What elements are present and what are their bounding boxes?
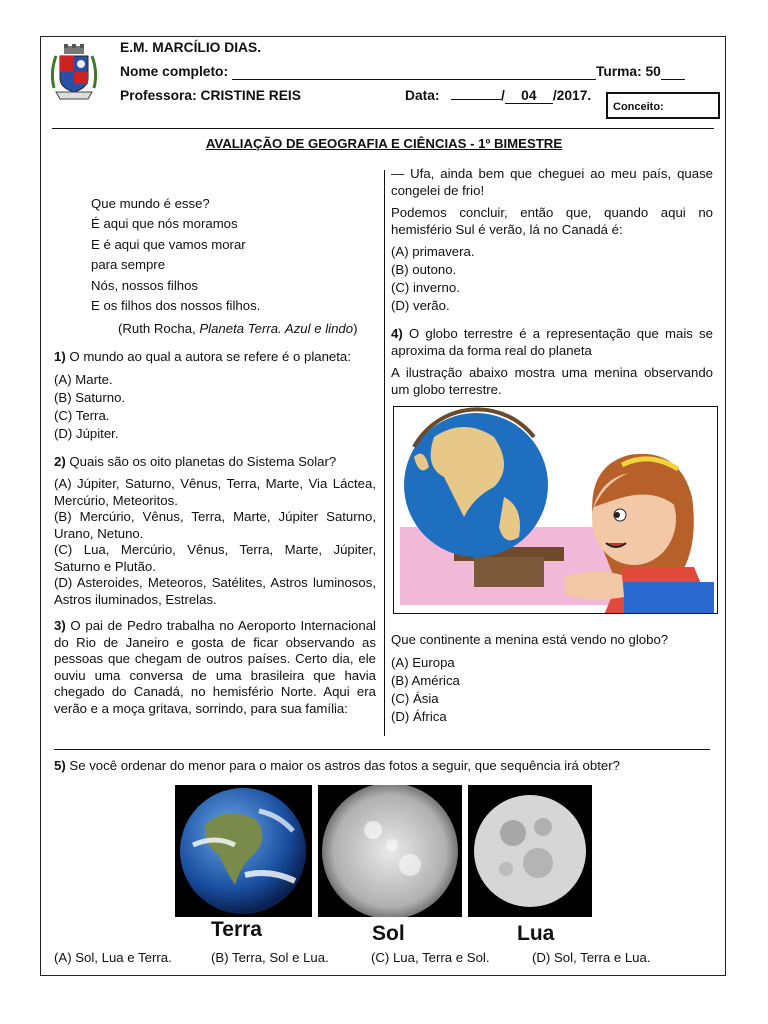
q3-option-d[interactable]: (D) verão.	[391, 298, 450, 313]
question-2: 2) Quais são os oito planetas do Sistema Solar?	[54, 453, 337, 469]
q4-continued	[391, 632, 713, 727]
q4-option-d[interactable]: (D) África	[391, 708, 447, 724]
left-column	[54, 196, 376, 717]
poem-line: É aqui que nós moramos	[91, 216, 238, 232]
q4-option-b[interactable]: (B) América	[391, 672, 460, 688]
q3-option-c[interactable]: (C) inverno.	[391, 280, 460, 295]
q1-option-b[interactable]: (B) Saturno.	[54, 389, 126, 405]
school-crest-logo	[48, 42, 100, 102]
q4-option-a[interactable]: (A) Europa	[391, 654, 455, 670]
question-3: 3) O pai de Pedro trabalha no Aeroporto Internacional do Rio de Janeiro e gosta de ficar observando as pessoas que chegam de outros países. Certo dia, ele ouviu uma conversa de uma brasileira que havia chegado do Canadá, no hemisfério Norte. Aqui era verão e a moça gritava, sorrindo, para sua família:	[54, 618, 376, 716]
q3-option-b[interactable]: (B) outono.	[391, 262, 457, 277]
q1-option-d[interactable]: (D) Júpiter.	[54, 425, 119, 441]
girl-globe-illustration	[393, 406, 718, 614]
date-label: Data:	[405, 88, 440, 103]
class-field[interactable]	[661, 64, 685, 80]
grade-label: Conceito:	[613, 101, 664, 113]
q2-option-c[interactable]: (C) Lua, Mercúrio, Vênus, Terra, Marte, Júpiter, Saturno e Plutão.	[54, 542, 376, 574]
poem	[54, 196, 376, 318]
q5-option-a[interactable]: (A) Sol, Lua e Terra.	[54, 950, 172, 965]
earth-photo	[175, 785, 312, 917]
sun-photo	[318, 785, 462, 917]
header-divider	[52, 128, 714, 129]
exam-title: AVALIAÇÃO DE GEOGRAFIA E CIÊNCIAS - 1º BIMESTRE	[205, 136, 563, 151]
poem-line: Nós, nossos filhos	[91, 277, 199, 293]
q4-intro: A ilustração abaixo mostra uma menina observando um globo terrestre.	[391, 365, 713, 397]
poem-line: Que mundo é esse?	[91, 196, 210, 211]
q2-option-d[interactable]: (D) Asteroides, Meteoros, Satélites, Astros luminosos, Astros iluminados, Estrelas.	[54, 575, 376, 607]
q3-prompt: Podemos concluir, então que, quando aqui no hemisfério Sul é verão, lá no Canadá é:	[391, 205, 713, 237]
q4-question: Que continente a menina está vendo no globo?	[391, 632, 669, 647]
q4-option-c[interactable]: (C) Ásia	[391, 690, 439, 706]
school-name: E.M. MARCÍLIO DIAS.	[120, 40, 262, 55]
name-field[interactable]	[232, 64, 596, 80]
name-label: Nome completo:	[120, 64, 229, 79]
full-name-row	[120, 64, 685, 80]
q5-option-c[interactable]: (C) Lua, Terra e Sol.	[371, 950, 490, 965]
q1-options	[54, 372, 376, 444]
question-1: 1) O mundo ao qual a autora se refere é o planeta:	[54, 349, 351, 365]
q2-option-a[interactable]: (A) Júpiter, Saturno, Vênus, Terra, Marte, Via Láctea, Mercúrio, Meteoritos.	[54, 476, 376, 508]
girl-globe-image	[394, 407, 718, 614]
teacher-name: Professora: CRISTINE REIS	[120, 88, 301, 103]
q5-option-b[interactable]: (B) Terra, Sol e Lua.	[211, 950, 329, 965]
poem-credit: (Ruth Rocha, Planeta Terra. Azul e lindo)	[118, 321, 358, 337]
moon-label: Lua	[517, 922, 555, 945]
poem-line: para sempre	[91, 257, 166, 273]
q4-options	[391, 655, 713, 727]
class-label: Turma: 50	[595, 64, 661, 79]
date-year: /2017.	[552, 88, 592, 103]
sun-label: Sol	[372, 922, 405, 945]
poem-line: E é aqui que vamos morar	[91, 236, 246, 252]
right-column	[391, 166, 713, 398]
question-4: 4) O globo terrestre é a representação que mais se aproxima da forma real do planeta	[391, 326, 713, 358]
question-5: 5) Se você ordenar do menor para o maior os astros das fotos a seguir, que sequência irá obter?	[54, 758, 620, 773]
q1-option-a[interactable]: (A) Marte.	[54, 371, 113, 387]
grade-box[interactable]	[606, 92, 720, 119]
q3-options	[391, 244, 713, 316]
date-month-field[interactable]: 04	[505, 88, 553, 104]
moon-photo	[468, 785, 592, 917]
q2-option-b[interactable]: (B) Mercúrio, Vênus, Terra, Marte, Júpiter Saturno, Urano, Netuno.	[54, 509, 376, 541]
earth-label: Terra	[211, 918, 262, 941]
q5-option-d[interactable]: (D) Sol, Terra e Lua.	[532, 950, 651, 965]
q1-option-c[interactable]: (C) Terra.	[54, 407, 110, 423]
q3-option-a[interactable]: (A) primavera.	[391, 244, 475, 259]
date-day-field[interactable]	[451, 99, 501, 100]
q3-quote: — Ufa, ainda bem que cheguei ao meu país, quase congelei de frio!	[391, 166, 713, 198]
date-row: Data: / 04 /2017.	[405, 88, 592, 103]
poem-line: E os filhos dos nossos filhos.	[91, 297, 261, 313]
section-divider	[54, 749, 710, 750]
column-divider	[384, 170, 385, 736]
